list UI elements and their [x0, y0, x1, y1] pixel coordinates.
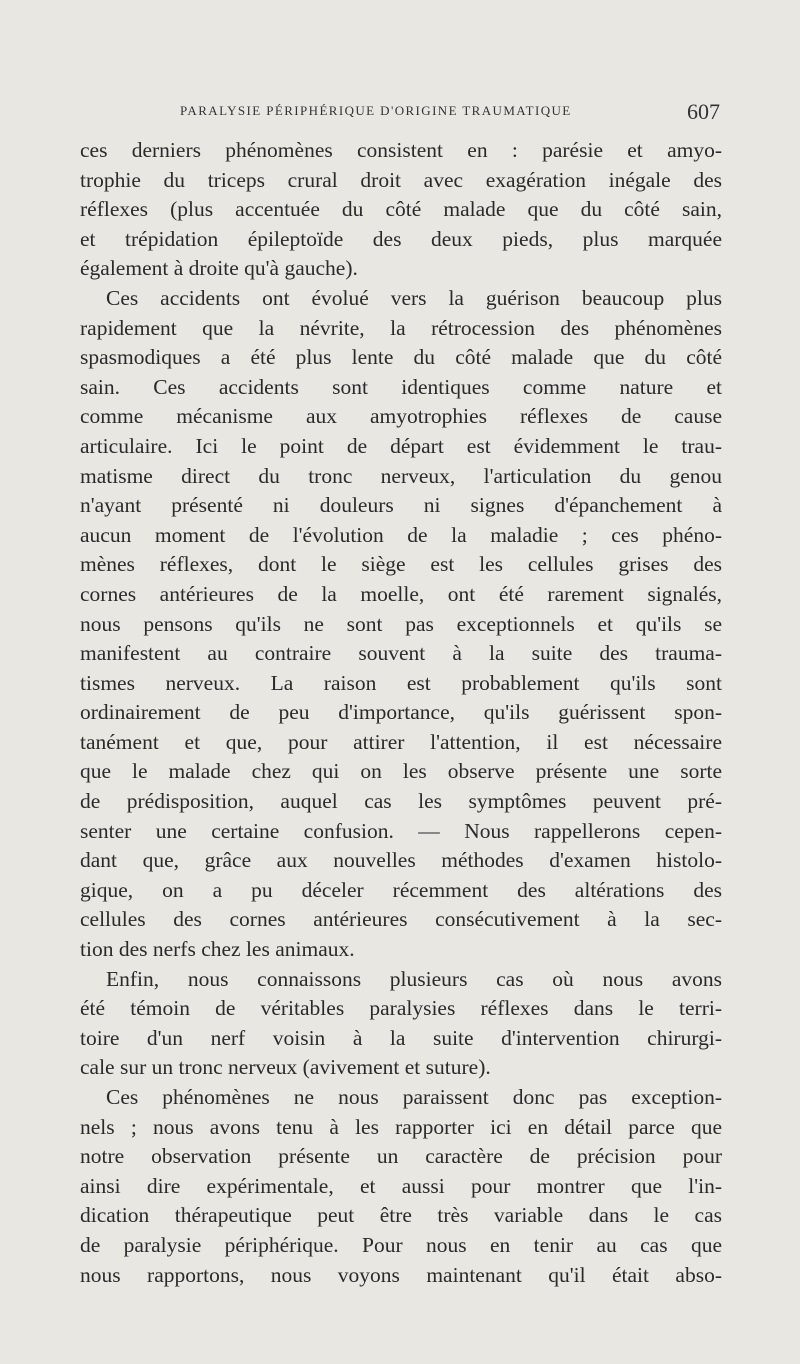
text-line: matisme direct du tronc nerveux, l'articulation du genou [80, 463, 722, 488]
text-line: spasmodiques a été plus lente du côté malade que du côté [80, 345, 722, 370]
text-line: gique, on a pu déceler récemment des altérations des [80, 877, 722, 902]
text-line: aucun moment de l'évolution de la maladie ; ces phéno- [80, 522, 722, 547]
text-line: nous pensons qu'ils ne sont pas exceptionnels et qu'ils se [80, 611, 722, 636]
page-number: 607 [687, 99, 720, 124]
text-line: que le malade chez qui on les observe présente une sorte [80, 759, 722, 784]
text-line: cale sur un tronc nerveux (avivement et suture). [80, 1055, 491, 1080]
text-line: été témoin de véritables paralysies réflexes dans le terri- [80, 996, 722, 1021]
text-line: réflexes (plus accentuée du côté malade que du côté sain, [80, 197, 722, 222]
text-line: cellules des cornes antérieures consécutivement à la sec- [80, 907, 722, 932]
text-line: nous rapportons, nous voyons maintenant qu'il était abso- [80, 1262, 722, 1287]
text-line: senter une certaine confusion. — Nous rappellerons cepen- [80, 818, 722, 843]
text-line: et trépidation épileptoïde des deux pieds, plus marquée [80, 226, 722, 251]
text-line: comme mécanisme aux amyotrophies réflexes de cause [80, 404, 722, 429]
text-line: Enfin, nous connaissons plusieurs cas où nous avons [106, 966, 722, 991]
text-line: ces derniers phénomènes consistent en : parésie et amyo- [80, 138, 722, 162]
page-header [80, 99, 720, 127]
text-line: dication thérapeutique peut être très variable dans le cas [80, 1203, 722, 1228]
text-line: notre observation présente un caractère de précision pour [80, 1144, 722, 1169]
text-line: nels ; nous avons tenu à les rapporter ici en détail parce que [80, 1114, 722, 1139]
text-line: dant que, grâce aux nouvelles méthodes d'examen histolo- [80, 848, 722, 873]
text-line: également à droite qu'à gauche). [80, 256, 358, 281]
text-line: mènes réflexes, dont le siège est les cellules grises des [80, 552, 722, 577]
text-line: cornes antérieures de la moelle, ont été rarement signalés, [80, 581, 722, 606]
running-title: PARALYSIE PÉRIPHÉRIQUE D'ORIGINE TRAUMATIQUE [180, 103, 572, 118]
text-line: rapidement que la névrite, la rétrocession des phénomènes [80, 315, 722, 340]
text-line: tismes nerveux. La raison est probablement qu'ils sont [80, 670, 722, 695]
text-line: de prédisposition, auquel cas les symptômes peuvent pré- [80, 789, 722, 814]
text-line: sain. Ces accidents sont identiques comme nature et [80, 374, 722, 399]
text-line: articulaire. Ici le point de départ est évidemment le trau- [80, 433, 722, 458]
text-line: ainsi dire expérimentale, et aussi pour montrer que l'in- [80, 1173, 722, 1198]
text-line: de paralysie périphérique. Pour nous en tenir au cas que [80, 1232, 722, 1257]
text-line: ordinairement de peu d'importance, qu'ils guérissent spon- [80, 700, 722, 725]
text-line: trophie du triceps crural droit avec exagération inégale des [80, 167, 722, 192]
text-line: Ces accidents ont évolué vers la guérison beaucoup plus [106, 285, 722, 310]
text-line: tion des nerfs chez les animaux. [80, 937, 355, 962]
text-line: manifestent au contraire souvent à la suite des trauma- [80, 641, 722, 666]
text-line: n'ayant présenté ni douleurs ni signes d'épanchement à [80, 493, 722, 518]
body-text [80, 136, 722, 1290]
text-line: toire d'un nerf voisin à la suite d'intervention chirurgi- [80, 1025, 722, 1050]
text-line: Ces phénomènes ne nous paraissent donc pas exception- [106, 1085, 722, 1109]
text-line: tanément et que, pour attirer l'attention, il est nécessaire [80, 729, 722, 754]
